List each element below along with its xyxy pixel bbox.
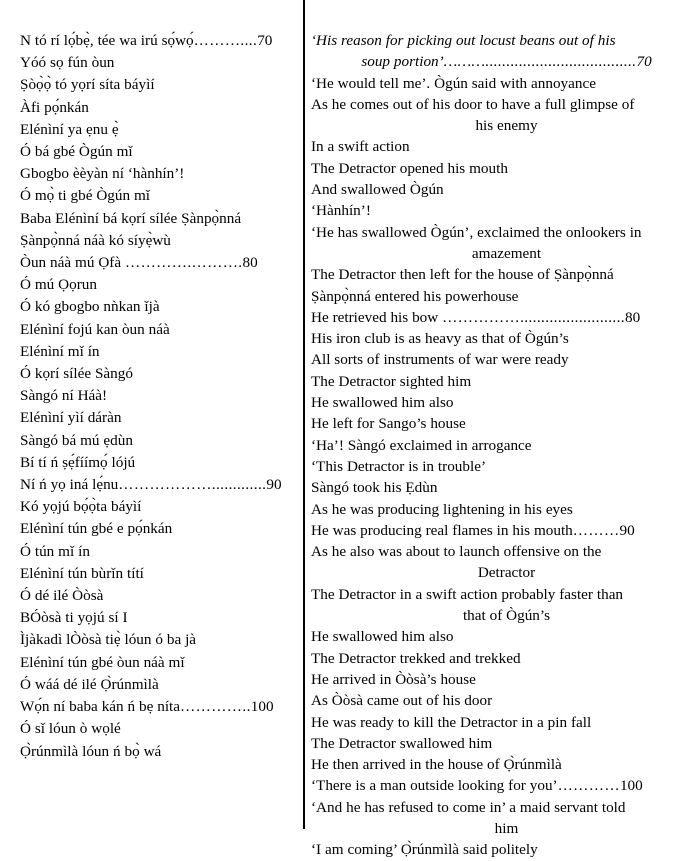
yoruba-line-text: Elénìní tún bùrǐn títí — [20, 564, 144, 582]
english-line — [311, 733, 678, 754]
english-line — [311, 541, 678, 562]
line-number: 80 — [625, 308, 641, 326]
line-number: 90 — [266, 476, 282, 494]
english-line-text: His iron club is as heavy as that of Ògún’s — [311, 330, 569, 348]
dot-leader: ………….. — [180, 698, 251, 716]
english-line — [311, 115, 678, 136]
yoruba-line-text: Òun náà mú Ọfà — [20, 254, 125, 272]
yoruba-line — [20, 674, 295, 696]
english-line-text: He left for Sango’s house — [311, 415, 466, 433]
yoruba-line-text: BÓòsà ti yọjú sí I — [20, 609, 128, 627]
english-line-text: The Detractor in a swift action probably faster than — [311, 585, 624, 603]
yoruba-line-text: Ó dé ilé Òòsà — [20, 587, 104, 605]
english-line-text: And swallowed Ògún — [311, 181, 444, 199]
english-line-text: He was ready to kill the Detractor in a pin fall — [311, 713, 592, 731]
yoruba-line — [20, 541, 295, 563]
english-line — [311, 839, 678, 860]
english-line-text: As he was producing lightening in his eyes — [311, 500, 573, 518]
yoruba-line — [20, 652, 295, 674]
english-line — [311, 94, 678, 115]
english-line — [311, 328, 678, 349]
line-number: 100 — [250, 698, 274, 716]
yoruba-line — [20, 230, 295, 252]
yoruba-line-text: Elénìní fojú kan òun náà — [20, 320, 170, 338]
yoruba-line-text: Ṣànpọ̀nná náà kó síyẹ̀wù — [20, 231, 171, 249]
english-line-text: ‘There is a man outside looking for you’ — [311, 777, 558, 795]
yoruba-line-text: Elénìní yìí dáràn — [20, 409, 122, 427]
yoruba-line-text: N tó rí lọ́bẹ̀, tée wa irú sọ́wọ́ — [20, 32, 194, 49]
yoruba-line-text: Yóó sọ fún òun — [20, 54, 115, 72]
yoruba-line-text: Ní ń yọ iná lẹ́nu — [20, 476, 119, 494]
yoruba-line — [20, 518, 295, 540]
english-line-text: As he comes out of his door to have a full glimpse of — [311, 95, 635, 113]
yoruba-line — [20, 718, 295, 740]
english-line — [311, 413, 678, 434]
english-line — [311, 754, 678, 775]
yoruba-line — [20, 585, 295, 607]
english-line — [311, 626, 678, 647]
yoruba-line — [20, 163, 295, 185]
english-line-text: As Òòsà came out of his door — [311, 692, 493, 710]
yoruba-line-text: Wọ́n ní baba kán ń bẹ níta — [20, 698, 181, 716]
english-line — [311, 136, 678, 157]
english-line-text: He retrieved his bow — [311, 308, 443, 326]
english-line-text: He swallowed him also — [311, 628, 454, 646]
english-line — [311, 520, 678, 541]
yoruba-line-text: Elénìní tún gbé òun náà mǐ — [20, 653, 185, 671]
yoruba-line — [20, 430, 295, 452]
english-line — [311, 435, 678, 456]
english-line — [311, 158, 678, 179]
english-line-text: All sorts of instruments of war were ready — [311, 351, 569, 369]
english-line-text: ‘This Detractor is in trouble’ — [311, 457, 487, 475]
yoruba-line-text: Bí tí ń ṣẹ́fíímọ́ lójú — [20, 453, 136, 471]
english-line — [311, 371, 678, 392]
yoruba-line — [20, 474, 295, 496]
yoruba-line-text: Ìjàkadì lÒòsà tiẹ̀ lóun ó ba jà — [20, 631, 197, 649]
yoruba-line — [20, 74, 295, 96]
english-line — [311, 562, 678, 583]
english-line — [311, 477, 678, 498]
english-line — [311, 712, 678, 733]
yoruba-column — [0, 0, 303, 763]
yoruba-line-text: Ó kó gbogbo nǹkan ǐjà — [20, 298, 160, 316]
english-line-text: As he also was about to launch offensive on the — [311, 543, 602, 561]
english-line-text: ‘He would tell me’. Ògún said with annoyance — [311, 74, 596, 92]
english-line — [311, 222, 678, 243]
yoruba-line — [20, 607, 295, 629]
yoruba-line — [20, 296, 295, 318]
dot-leader: ……….................................... — [443, 53, 637, 71]
english-line — [311, 499, 678, 520]
english-line — [311, 307, 678, 328]
yoruba-line — [20, 407, 295, 429]
dot-leader: ………… — [557, 777, 620, 795]
english-line-text: The Detractor swallowed him — [311, 734, 493, 752]
dot-leader: ………….………. — [125, 254, 243, 272]
yoruba-line — [20, 319, 295, 341]
yoruba-line — [20, 629, 295, 651]
english-line-text: Ṣànpọ̀nná entered his powerhouse — [311, 287, 519, 305]
yoruba-line-text: Elénìní tún gbé e pọ́nkán — [20, 520, 173, 538]
yoruba-line — [20, 563, 295, 585]
dot-leader: ………………............. — [118, 476, 267, 494]
english-line-text: He arrived in Òòsà’s house — [311, 670, 476, 688]
english-line-text: soup portion’ — [361, 53, 444, 71]
yoruba-line — [20, 496, 295, 518]
yoruba-line-text: Ó mú Ọọrun — [20, 276, 97, 294]
yoruba-line — [20, 30, 295, 52]
yoruba-line-text: Sàngó ní Háà! — [20, 387, 108, 405]
yoruba-line — [20, 741, 295, 763]
yoruba-line — [20, 185, 295, 207]
english-line — [311, 179, 678, 200]
yoruba-line-text: Sàngó bá mú ẹdùn — [20, 431, 133, 449]
yoruba-line-text: Baba Elénìní bá kọrí sílée Ṣànpọ̀nná — [20, 209, 242, 227]
english-line — [311, 648, 678, 669]
english-line-text: In a swift action — [311, 138, 410, 156]
yoruba-line-text: Ó bá gbé Ògún mǐ — [20, 143, 133, 161]
yoruba-line — [20, 341, 295, 363]
line-number: 80 — [242, 254, 258, 272]
english-line-text: The Detractor sighted him — [311, 372, 472, 390]
english-line-text: that of Ògún’s — [462, 607, 551, 625]
english-line-text: The Detractor trekked and trekked — [311, 649, 521, 667]
yoruba-line — [20, 252, 295, 274]
english-line-text: ‘And he has refused to come in’ a maid servant told — [311, 798, 626, 816]
english-line-text: ‘Ha’! Sàngó exclaimed in arrogance — [311, 436, 532, 454]
yoruba-line — [20, 452, 295, 474]
yoruba-line-text: Ó mọ̀ ti gbé Ògún mǐ — [20, 187, 151, 205]
english-line — [311, 669, 678, 690]
english-line-text: He swallowed him also — [311, 394, 454, 412]
english-line-text: his enemy — [475, 117, 538, 135]
english-line-text: The Detractor opened his mouth — [311, 159, 508, 177]
english-line — [311, 264, 678, 285]
dot-leader: ……………......................... — [442, 308, 625, 326]
yoruba-line — [20, 696, 295, 718]
dot-leader: ……….... — [193, 32, 258, 49]
line-number: 70 — [636, 53, 652, 71]
english-line — [311, 584, 678, 605]
english-line — [311, 243, 678, 264]
yoruba-line-text: Ó wáá dé ilé Ọ̀rúnmìlà — [20, 675, 159, 693]
line-number: 90 — [619, 521, 635, 539]
yoruba-line — [20, 385, 295, 407]
english-line-text: He then arrived in the house of Ọ̀rúnmìlà — [311, 756, 562, 774]
line-number: 100 — [619, 777, 643, 795]
yoruba-line — [20, 97, 295, 119]
english-line-text: amazement — [471, 244, 542, 262]
english-line — [311, 605, 678, 626]
yoruba-line — [20, 363, 295, 385]
english-line-text: him — [494, 819, 519, 837]
english-translation-column — [305, 0, 688, 861]
english-line — [311, 200, 678, 221]
yoruba-line — [20, 208, 295, 230]
english-line — [311, 286, 678, 307]
yoruba-line-text: Ó kọrí sílée Sàngó — [20, 365, 133, 383]
yoruba-line — [20, 52, 295, 74]
english-line-text: The Detractor then left for the house of Ṣànpọ̀nná — [311, 266, 614, 284]
english-line-text: Sàngó took his Ẹdùn — [311, 479, 438, 497]
yoruba-line-text: Ọ̀rúnmìlà lóun ń bọ̀ wá — [20, 742, 162, 760]
yoruba-line-text: Àfi pọ́nkán — [20, 98, 89, 116]
english-line — [311, 73, 678, 94]
yoruba-line-text: Elénìní mǐ ín — [20, 342, 100, 360]
yoruba-line-text: Kó yọjú bọ́ọ̀ta báyìí — [20, 498, 142, 516]
yoruba-line-text: Ó tún mǐ ín — [20, 542, 90, 560]
yoruba-line-text: Ṣòọ̀ọ̀ tó yọrí síta báyìí — [20, 76, 155, 94]
yoruba-line — [20, 119, 295, 141]
english-line — [311, 456, 678, 477]
yoruba-line-text: Gbogbo èèyàn ní ‘hànhín’! — [20, 165, 185, 183]
yoruba-line — [20, 274, 295, 296]
english-line — [311, 392, 678, 413]
english-line-text: ‘I am coming’ Ọ̀rúnmìlà said politely — [311, 841, 538, 859]
yoruba-line — [20, 141, 295, 163]
english-line — [311, 349, 678, 370]
english-line — [311, 51, 678, 72]
line-number: 70 — [257, 32, 273, 49]
english-line-text: ‘Hànhín’! — [311, 202, 371, 220]
yoruba-line-text: Elénìní ya ẹnu ẹ̀ — [20, 120, 119, 138]
english-line — [311, 775, 678, 796]
english-line — [311, 30, 678, 51]
english-line-text: ‘His reason for picking out locust beans out of his — [311, 32, 616, 49]
english-line — [311, 797, 678, 818]
english-line — [311, 690, 678, 711]
yoruba-line-text: Ó sǐ lóun ò wọlé — [20, 720, 121, 738]
english-line-text: He was producing real flames in his mouth — [311, 521, 573, 539]
english-line-text: ‘He has swallowed Ògún’, exclaimed the onlookers in — [311, 223, 642, 241]
dot-leader: ……… — [572, 521, 620, 539]
english-line-text: Detractor — [477, 564, 536, 582]
